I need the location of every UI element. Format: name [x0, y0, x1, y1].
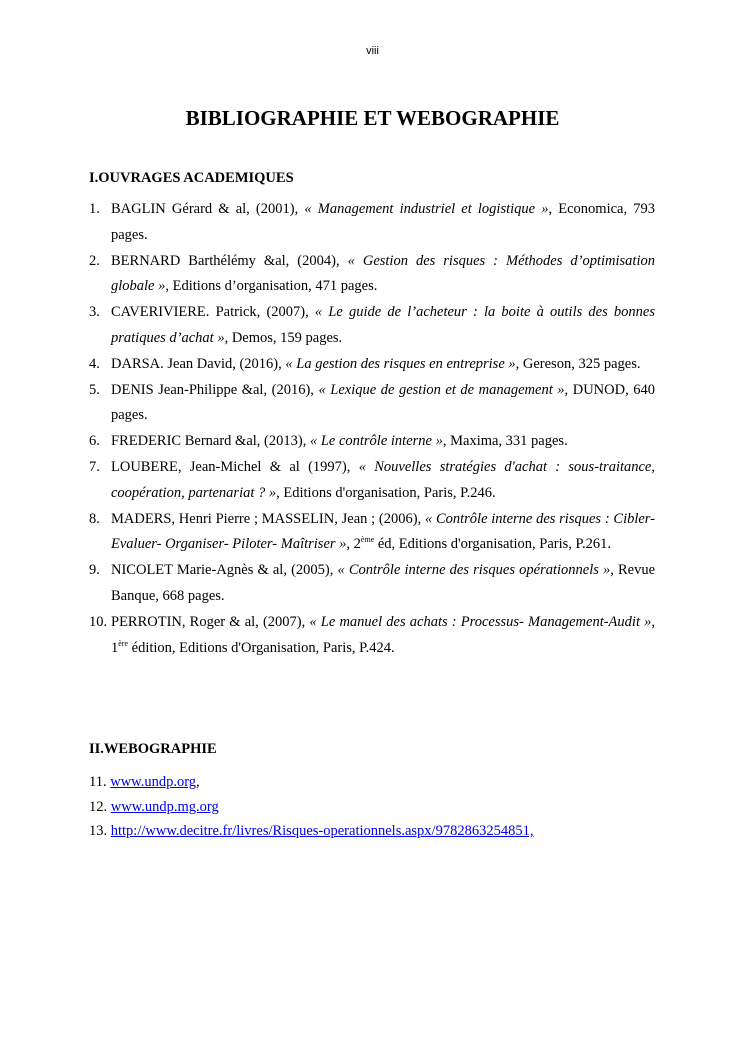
- section-heading-webographie: II.WEBOGRAPHIE: [89, 741, 217, 757]
- reference-title: « Nouvelles stratégies d'achat : sous-traitance, coopération, partenariat ? »: [111, 458, 655, 501]
- reference-title: « Contrôle interne des risques opérationnels »: [337, 562, 611, 579]
- reference-title: « Le guide de l’acheteur : la boite à outils des bonnes pratiques d’achat »: [111, 304, 655, 346]
- reference-item: [89, 558, 655, 610]
- reference-number: 6.: [89, 433, 100, 450]
- reference-superscript: ère: [118, 638, 129, 648]
- reference-authors: DARSA. Jean David, (2016),: [111, 355, 286, 372]
- reference-authors: DENIS Jean-Philippe &al, (2016),: [111, 381, 319, 398]
- web-list: [89, 770, 655, 844]
- reference-details: , 2: [346, 536, 361, 553]
- page-number: viii: [366, 45, 379, 57]
- web-link-undp-mg[interactable]: www.undp.mg.org: [110, 798, 219, 815]
- reference-title: « Management industriel et logistique »: [304, 201, 549, 217]
- reference-item: [89, 352, 655, 378]
- reference-item: [89, 300, 655, 352]
- reference-item: [89, 429, 655, 455]
- reference-number: 5.: [89, 381, 100, 398]
- reference-title: « Lexique de gestion et de management »: [318, 381, 565, 398]
- reference-item: [89, 197, 655, 249]
- web-item: [89, 819, 655, 844]
- reference-title: « Le contrôle interne »: [309, 433, 443, 450]
- reference-authors: LOUBERE, Jean-Michel & al (1997),: [111, 458, 359, 475]
- reference-details: , Revue Banque, 668 pages.: [111, 562, 656, 604]
- reference-details-end: éd, Editions d'organisation, Paris, P.261.: [374, 536, 611, 553]
- reference-title: « Gestion des risques : Méthodes d’optimisation globale »: [111, 252, 655, 295]
- reference-number: 4.: [89, 355, 100, 372]
- reference-list: [89, 197, 655, 661]
- reference-authors: CAVERIVIERE. Patrick, (2007),: [111, 304, 315, 321]
- reference-details: , Gereson, 325 pages.: [515, 355, 641, 372]
- reference-title: « Le manuel des achats : Processus- Management-Audit »: [309, 613, 652, 630]
- reference-number: 9.: [89, 562, 100, 579]
- reference-authors: BAGLIN Gérard & al, (2001),: [111, 201, 305, 217]
- web-suffix: ,: [196, 774, 200, 790]
- reference-number: 8.: [89, 510, 100, 527]
- reference-details: , Editions d'organisation, Paris, P.246.: [276, 484, 496, 501]
- reference-superscript: ème: [360, 535, 375, 545]
- reference-details: , Economica, 793 pages.: [111, 201, 655, 243]
- reference-details: , 1: [111, 613, 655, 656]
- reference-authors: FREDERIC Bernard &al, (2013),: [111, 433, 310, 450]
- reference-number: 3.: [89, 304, 100, 321]
- web-item: [89, 795, 655, 820]
- reference-title: « Contrôle interne des risques : Cibler- Evaluer- Organiser- Piloter- Maîtriser »: [111, 510, 655, 553]
- web-number: 11.: [89, 774, 107, 790]
- web-link-undp[interactable]: www.undp.org: [110, 774, 197, 790]
- reference-item: [89, 378, 655, 430]
- reference-details: , DUNOD, 640 pages.: [111, 381, 656, 424]
- reference-details-end: édition, Editions d'Organisation, Paris, P.424.: [128, 639, 395, 656]
- reference-authors: PERROTIN, Roger & al, (2007),: [111, 613, 310, 630]
- web-number: 12.: [89, 798, 108, 815]
- reference-number: 2.: [89, 252, 100, 269]
- reference-details: , Demos, 159 pages.: [224, 329, 343, 346]
- web-item: [89, 770, 655, 795]
- reference-number: 1.: [89, 201, 100, 217]
- reference-authors: BERNARD Barthélémy &al, (2004),: [111, 252, 348, 269]
- reference-details: , Editions d’organisation, 471 pages.: [165, 278, 378, 295]
- reference-number: 10.: [89, 613, 108, 630]
- reference-title: « La gestion des risques en entreprise »: [285, 355, 516, 372]
- reference-authors: NICOLET Marie-Agnès & al, (2005),: [111, 562, 338, 579]
- reference-item: [89, 610, 655, 662]
- reference-authors: MADERS, Henri Pierre ; MASSELIN, Jean ; (2006),: [111, 510, 425, 527]
- reference-item: [89, 507, 655, 559]
- reference-number: 7.: [89, 458, 100, 475]
- reference-item: [89, 455, 655, 507]
- reference-item: [89, 249, 655, 301]
- reference-details: , Maxima, 331 pages.: [442, 433, 568, 450]
- section-heading-ouvrages: I.OUVRAGES ACADEMIQUES: [89, 170, 294, 186]
- page-title: BIBLIOGRAPHIE ET WEBOGRAPHIE: [185, 106, 560, 130]
- web-number: 13.: [89, 823, 108, 839]
- web-link-decitre[interactable]: http://www.decitre.fr/livres/Risques-operationnels.aspx/9782863254851,: [110, 823, 534, 839]
